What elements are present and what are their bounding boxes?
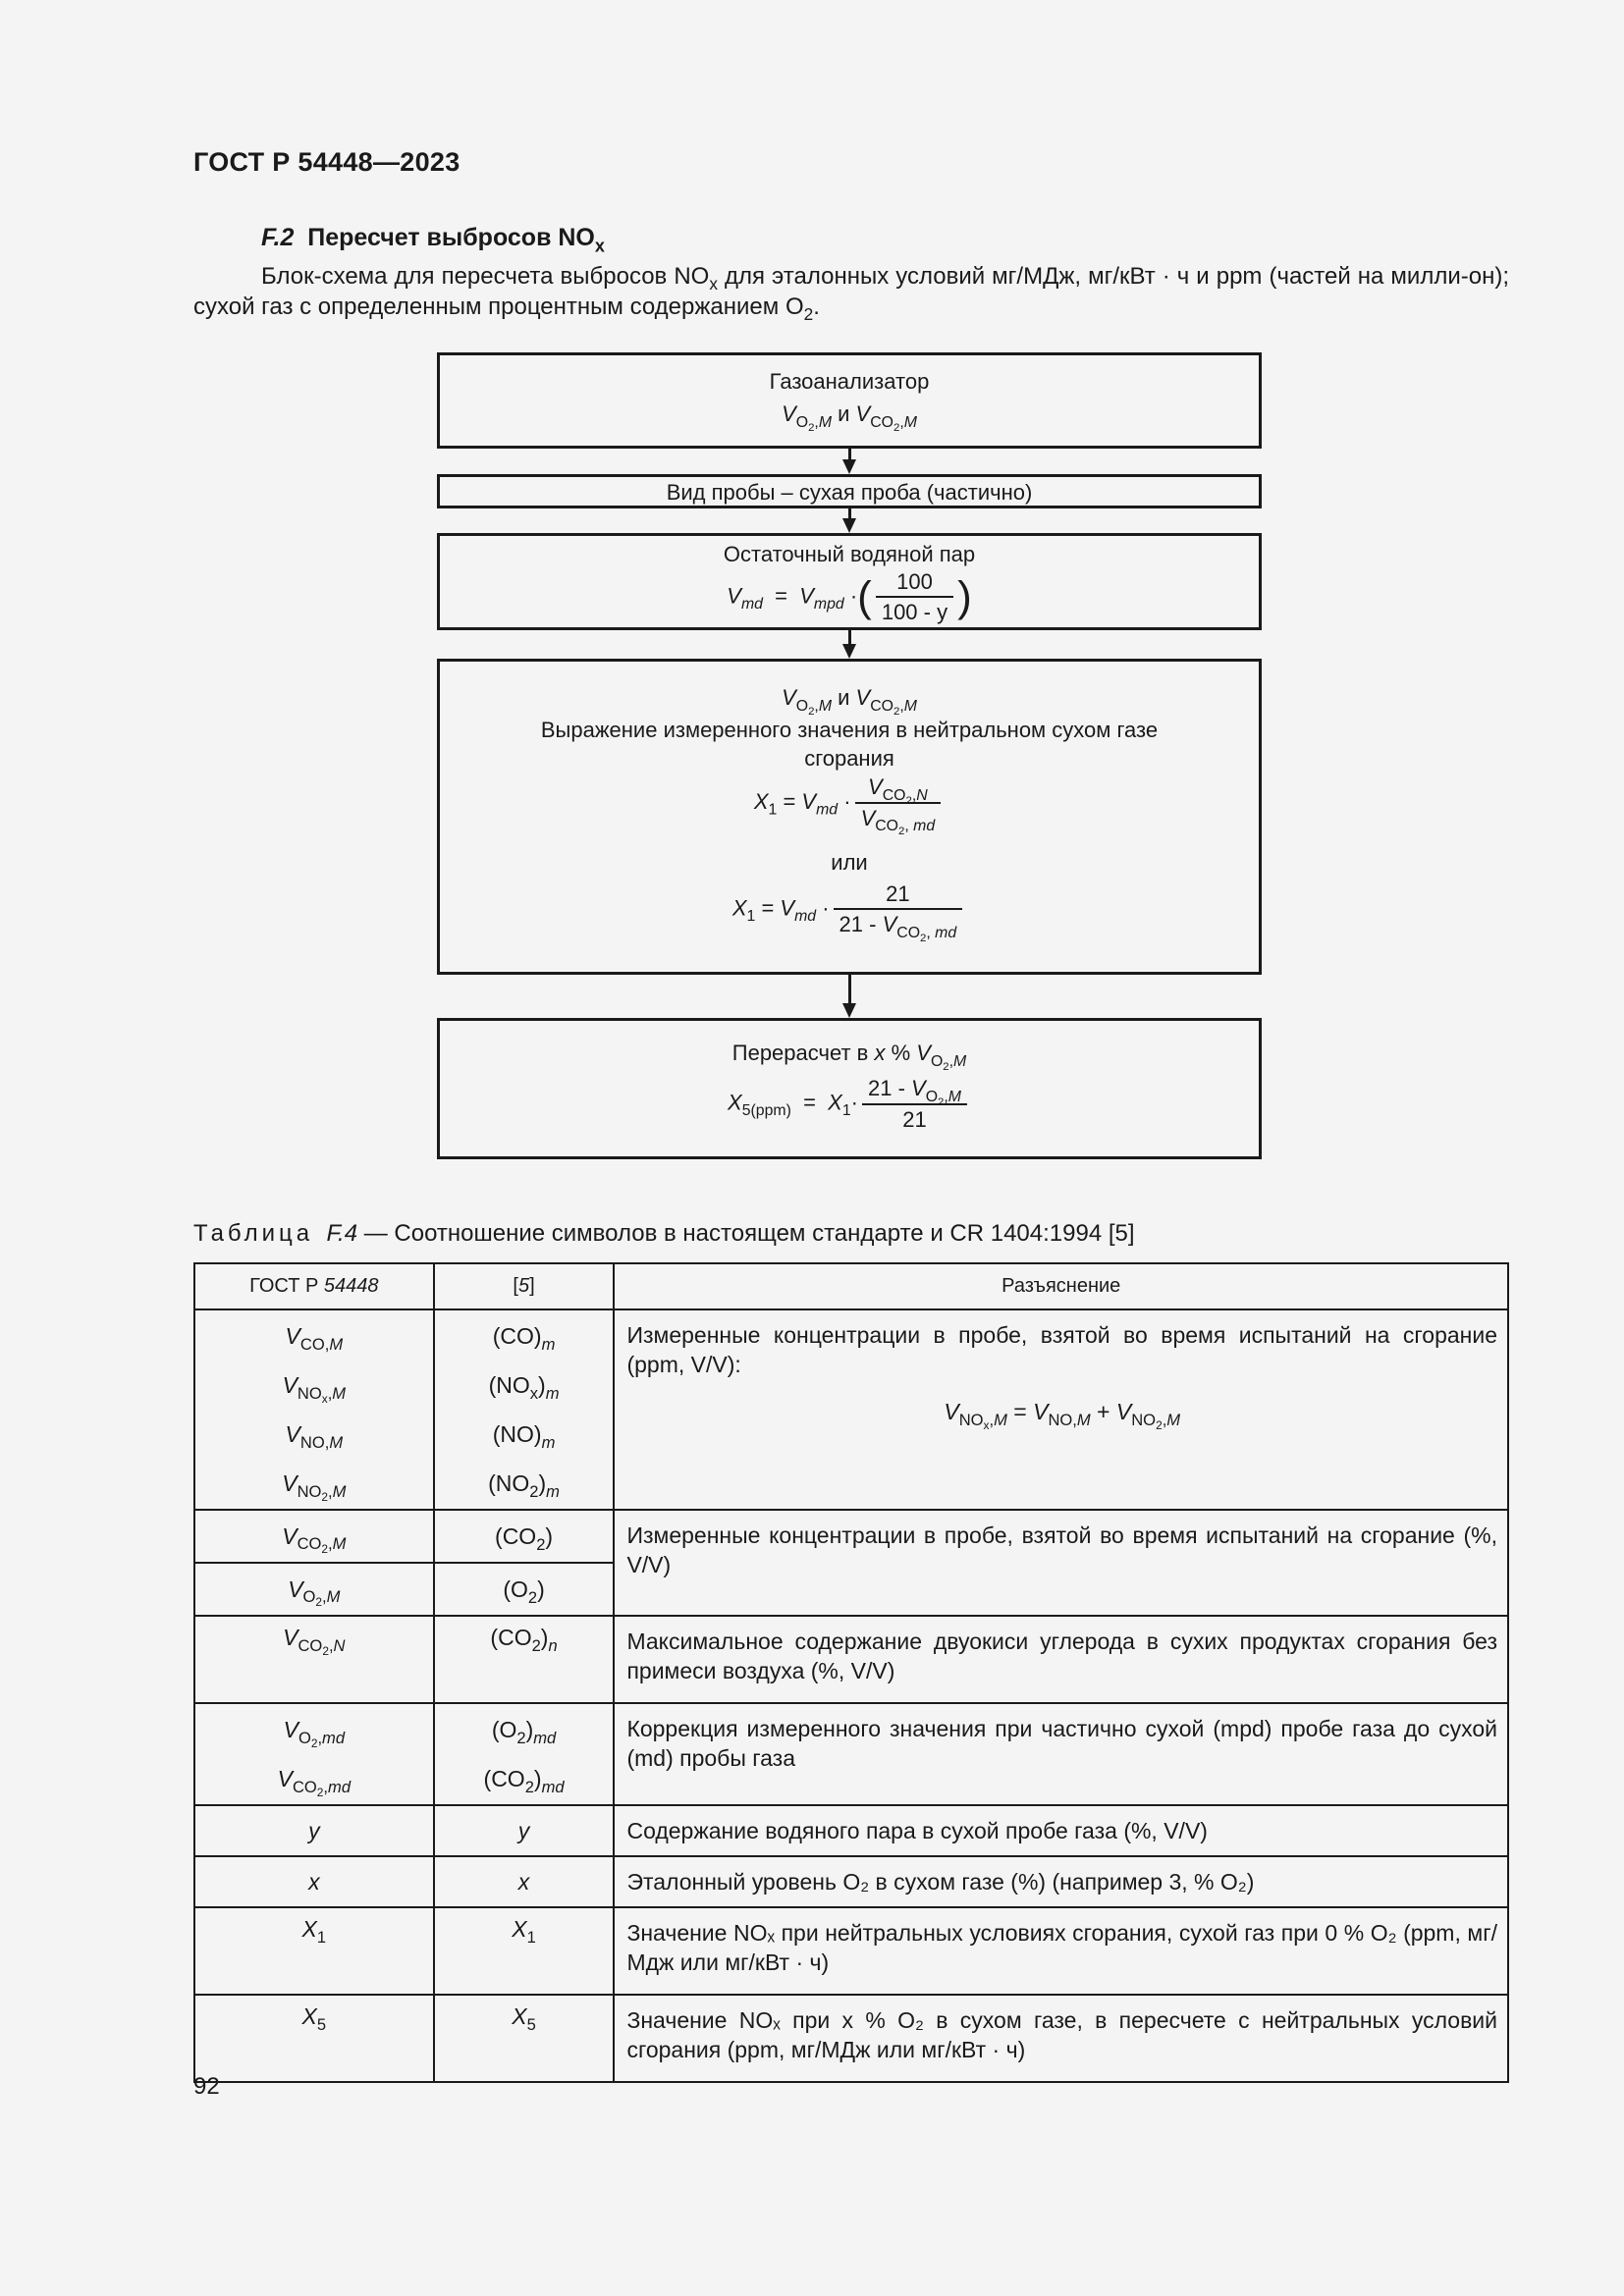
table-row: x x Эталонный уровень O₂ в сухом газе (%) (например 3, % O₂)	[194, 1856, 1508, 1907]
document-standard-id: ГОСТ Р 54448—2023	[193, 147, 460, 177]
flow-box-gas-analyzer	[437, 352, 1262, 449]
table-header-gost: ГОСТ Р 54448	[194, 1263, 434, 1309]
flow-box-formula: $X_{5(ppm)} = X_1\cdot$ $\frac{21 - V_{O_2,M}}{21}$	[440, 1076, 1259, 1133]
flow-box-formula: $X_1 = V_{md}$ · $\frac{V_{CO_2,N}}{V_{CO_2, md}}$	[440, 774, 1259, 831]
table-row: $V_{O_2,M}$ $(O_2)$	[194, 1563, 1508, 1616]
table-header-ref: [5]	[434, 1263, 615, 1309]
table-row: $V_{CO,M}$ $V_{NO_x,M}$ $V_{NO,M}$ $V_{NO_2,M}$ $(CO)_m$ $(NO_x)_m$ $(NO)_m$ $(NO_2)_m$ Измеренные концентрации в пробе, взятой во время испытаний на сгорание (ppm, V/V): $V_{NO_x,M} = V_{NO,M} + V_{NO_2,M}$	[194, 1309, 1508, 1510]
table-row: $X_1$ $X_1$ Значение NOₓ при нейтральных условиях сгорания, сухой газ при 0 % O₂ (ppm, мг/Мдж или мг/кВт · ч)	[194, 1907, 1508, 1995]
flow-box-neutral-dry-gas: $V_{O_2,M}$ и $V_{CO_2,M}$ Выражение измеренного значения в нейтральном сухом газе сгорания $X_1 = V_{md}$ · $\frac{V_{CO_2,N}}{V_{CO_2, md}}$ или $X_1 = V_{md}$ · $\frac{21}{21 - V_{CO_2, md}}$	[437, 659, 1262, 975]
flow-box-title: Газоанализатор	[769, 369, 930, 394]
table-header-row	[194, 1263, 1508, 1309]
table-row: $V_{O_2,md}$ $V_{CO_2,md}$ $(O_2)_{md}$ $(CO_2)_{md}$ Коррекция измеренного значения при частично сухой (mpd) пробе газа до сухой (md) пробы газа	[194, 1703, 1508, 1805]
flow-box-sample-type: Вид пробы – сухая проба (частично)	[437, 474, 1262, 508]
table-header-explanation: Разъяснение	[614, 1263, 1508, 1309]
section-title: Пересчет выбросов NO	[307, 224, 595, 251]
table-row: y y Содержание водяного пара в сухой пробе газа (%, V/V)	[194, 1805, 1508, 1856]
table-row: $V_{CO_2,N}$ $(CO_2)_n$ Максимальное содержание двуокиси углерода в сухих продуктах сгорания без примеси воздуха (%, V/V)	[194, 1616, 1508, 1703]
intro-paragraph: Блок-схема для пересчета выбросов $NO_x$ для эталонных условий мг/МДж, мг/кВт · ч и ppm (частей на милли-он); сухой газ с определенным процентным содержанием $O_2$.	[193, 263, 1509, 325]
flow-box-water-vapor: Остаточный водяной пар $V_{md} = V_{mpd}$ ·( $\frac{100}{100 - y}$ )	[437, 533, 1262, 630]
table-caption: Таблица F.4 — Соотношение символов в настоящем стандарте и CR 1404:1994 [5]	[193, 1220, 1135, 1247]
formula-nox-sum: $V_{NO_x,M} = V_{NO,M} + V_{NO_2,M}$	[944, 1399, 1181, 1432]
table-row: $X_5$ $X_5$ Значение NOₓ при x % O₂ в сухом газе, в пересчете с нейтральных условий сгорания (ppm, мг/МДж или мг/кВт · ч)	[194, 1995, 1508, 2082]
table-row: $V_{CO_2,M}$ $(CO_2)$ Измеренные концентрации в пробе, взятой во время испытаний на сгорание (%, V/V)	[194, 1510, 1508, 1563]
flow-box-title: Перерасчет в x % $V_{O_2,M}$	[731, 1041, 967, 1073]
section-title-sub: x	[594, 236, 605, 256]
section-number: F.2	[261, 224, 295, 251]
flow-box-formula: $V_{O_2,M}$ и $V_{CO_2,M}$	[782, 401, 917, 434]
flow-box-formula: $V_{md} = V_{mpd}$ ·( $\frac{100}{100 - y}$ )	[727, 569, 972, 624]
flow-box-formula: $X_1 = V_{md}$ · $\frac{21}{21 - V_{CO_2, md}}$	[440, 881, 1259, 938]
section-heading	[261, 224, 605, 256]
page-number: 92	[193, 2073, 220, 2100]
symbols-table	[193, 1262, 1509, 2083]
flow-box-formula: $V_{O_2,M}$ и $V_{CO_2,M}$	[782, 685, 917, 718]
flow-box-recalc	[437, 1018, 1262, 1159]
